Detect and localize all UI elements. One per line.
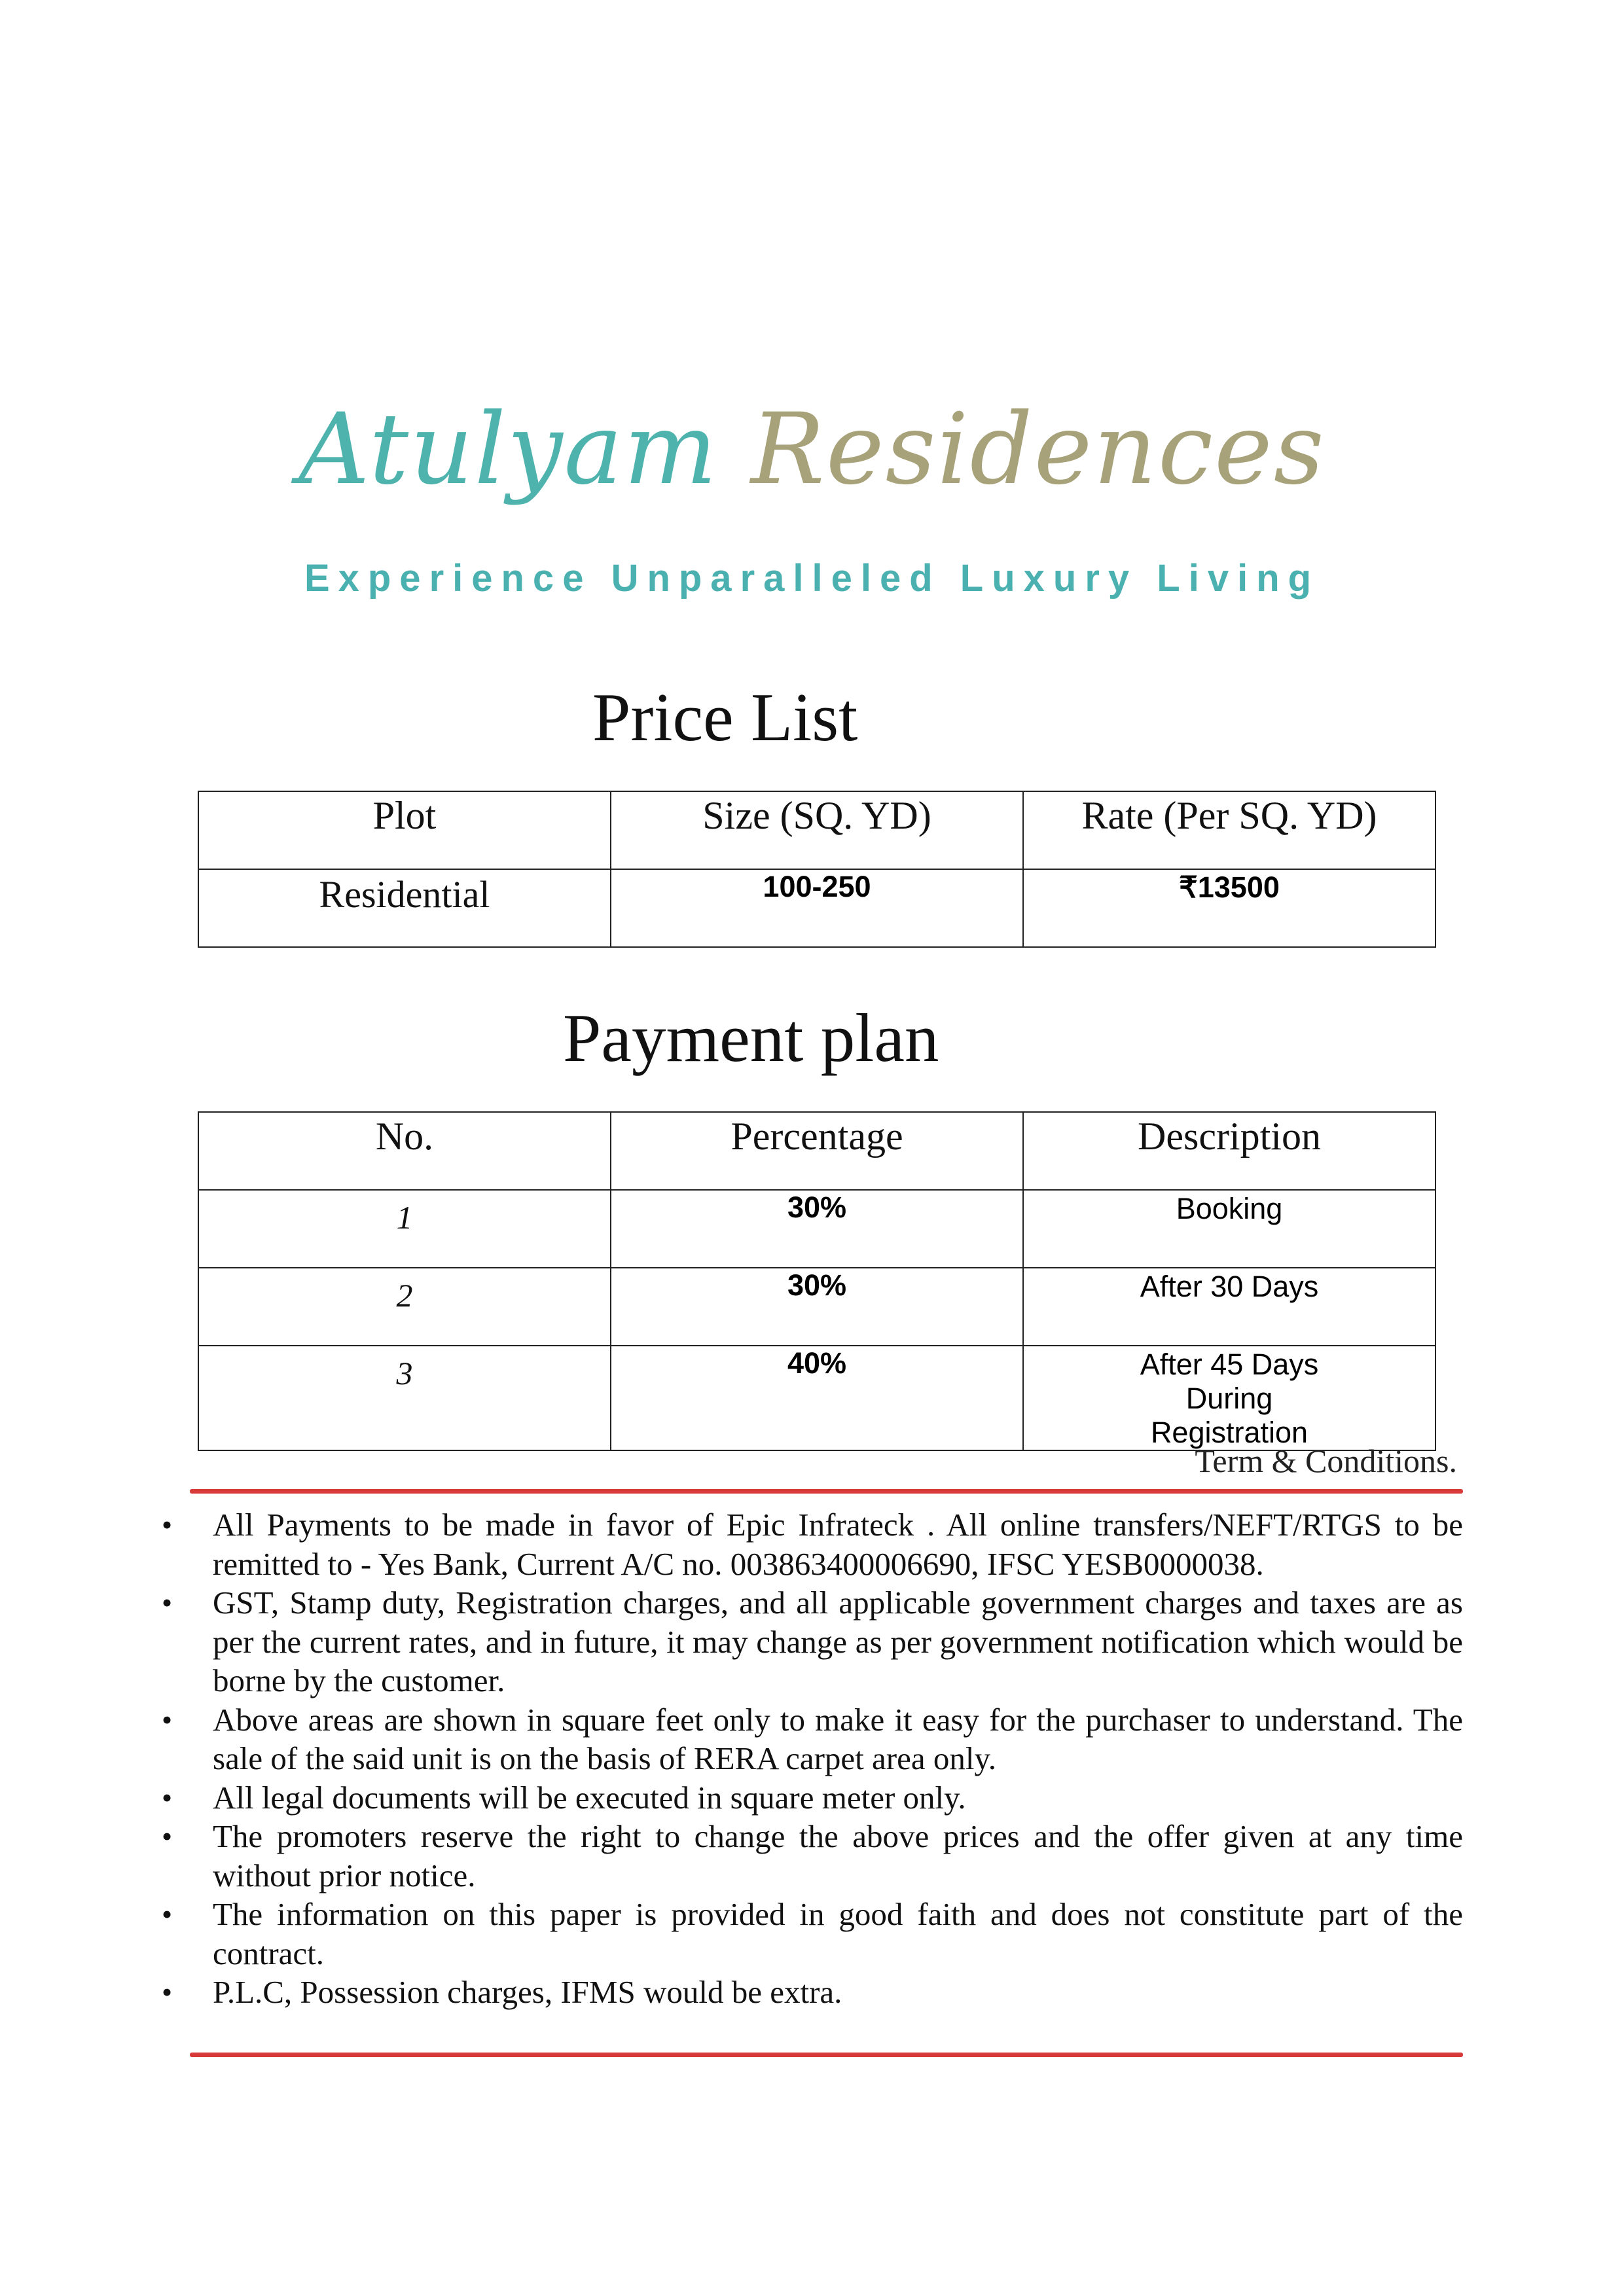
installment-number: 3	[396, 1355, 413, 1391]
table-cell	[611, 1190, 1023, 1268]
header-percentage: Percentage	[731, 1115, 903, 1158]
installment-percentage: 40%	[787, 1346, 847, 1380]
installment-description: After 45 Days During Registration	[1140, 1348, 1319, 1449]
table-cell	[198, 1268, 611, 1346]
table-cell	[611, 1268, 1023, 1346]
list-item	[154, 1778, 1463, 1818]
list-item	[154, 1583, 1463, 1700]
installment-description: After 30 Days	[1140, 1270, 1319, 1303]
table-header-row	[198, 1112, 1435, 1190]
logo-word-residences: Residences	[750, 393, 1326, 507]
bullet-icon: •	[161, 1508, 173, 1541]
table-cell	[198, 1346, 611, 1450]
table-cell	[611, 1346, 1023, 1450]
term-text: Above areas are shown in square feet only to make it easy for the purchaser to understand. The sale of the said unit is on the basis of RERA carpet area only.	[213, 1701, 1463, 1776]
table-cell	[611, 869, 1023, 947]
table-header-row	[198, 791, 1435, 869]
header-no: No.	[375, 1115, 434, 1158]
terms-title: Term & Conditions.	[1195, 1443, 1457, 1479]
header-cell	[611, 791, 1023, 869]
bullet-icon: •	[161, 1780, 173, 1814]
divider-top	[190, 1489, 1463, 1494]
table-row	[198, 1268, 1435, 1346]
installment-number: 2	[396, 1277, 413, 1314]
header-cell	[198, 791, 611, 869]
term-text: GST, Stamp duty, Registration charges, and all applicable government charges and taxes are as per the current rates, and in future, it may change as per government notification which would be borne by the customer.	[213, 1585, 1463, 1698]
term-text: All legal documents will be executed in square meter only.	[213, 1779, 966, 1816]
table-cell	[1023, 1190, 1435, 1268]
divider-bottom	[190, 2053, 1463, 2057]
installment-percentage: 30%	[787, 1268, 847, 1302]
header-plot: Plot	[372, 794, 437, 837]
payment-plan-title: Payment plan	[563, 999, 939, 1076]
installment-number: 1	[396, 1199, 413, 1236]
header-rate: Rate (Per SQ. YD)	[1081, 794, 1377, 837]
term-text: The promoters reserve the right to change the above prices and the offer given at any time without prior notice.	[213, 1818, 1463, 1893]
table-row	[198, 1346, 1435, 1450]
tagline: Experience Unparalleled Luxury Living	[304, 557, 1320, 600]
terms-list	[154, 1505, 1463, 2012]
header-cell	[611, 1112, 1023, 1190]
term-text: All Payments to be made in favor of Epic Infrateck . All online transfers/NEFT/RTGS to be remitted to - Yes Bank, Current A/C no. 003863400006690, IFSC YESB0000038.	[213, 1507, 1463, 1582]
list-item	[154, 1700, 1463, 1778]
installment-percentage: 30%	[787, 1191, 847, 1224]
term-text: P.L.C, Possession charges, IFMS would be extra.	[213, 1974, 842, 2010]
table-cell	[198, 1190, 611, 1268]
table-cell	[198, 869, 611, 947]
payment-plan-table	[198, 1111, 1436, 1451]
table-cell	[1023, 869, 1435, 947]
header-cell	[1023, 791, 1435, 869]
bullet-icon: •	[161, 1975, 173, 2009]
term-text: The information on this paper is provided in good faith and does not constitute part of the contract.	[213, 1896, 1463, 1971]
table-cell	[1023, 1346, 1435, 1450]
plot-size: 100-250	[763, 870, 871, 903]
price-list-title: Price List	[592, 679, 858, 755]
bullet-icon: •	[161, 1586, 173, 1619]
list-item	[154, 1817, 1463, 1895]
bullet-icon: •	[161, 1702, 173, 1736]
table-row	[198, 1190, 1435, 1268]
table-row	[198, 869, 1435, 947]
bullet-icon: •	[161, 1897, 173, 1931]
bullet-icon: •	[161, 1820, 173, 1853]
plot-type: Residential	[319, 873, 490, 916]
table-cell	[1023, 1268, 1435, 1346]
list-item	[154, 1973, 1463, 2012]
header-cell	[1023, 1112, 1435, 1190]
price-list-table	[198, 791, 1436, 948]
header-size: Size (SQ. YD)	[702, 794, 931, 837]
installment-description: Booking	[1176, 1192, 1283, 1225]
list-item	[154, 1505, 1463, 1583]
list-item	[154, 1895, 1463, 1973]
logo-word-atulyam: Atulyam	[298, 393, 719, 507]
header-cell	[198, 1112, 611, 1190]
plot-rate: ₹13500	[1179, 870, 1280, 904]
header-description: Description	[1138, 1115, 1321, 1158]
brand-logo	[0, 393, 1624, 507]
